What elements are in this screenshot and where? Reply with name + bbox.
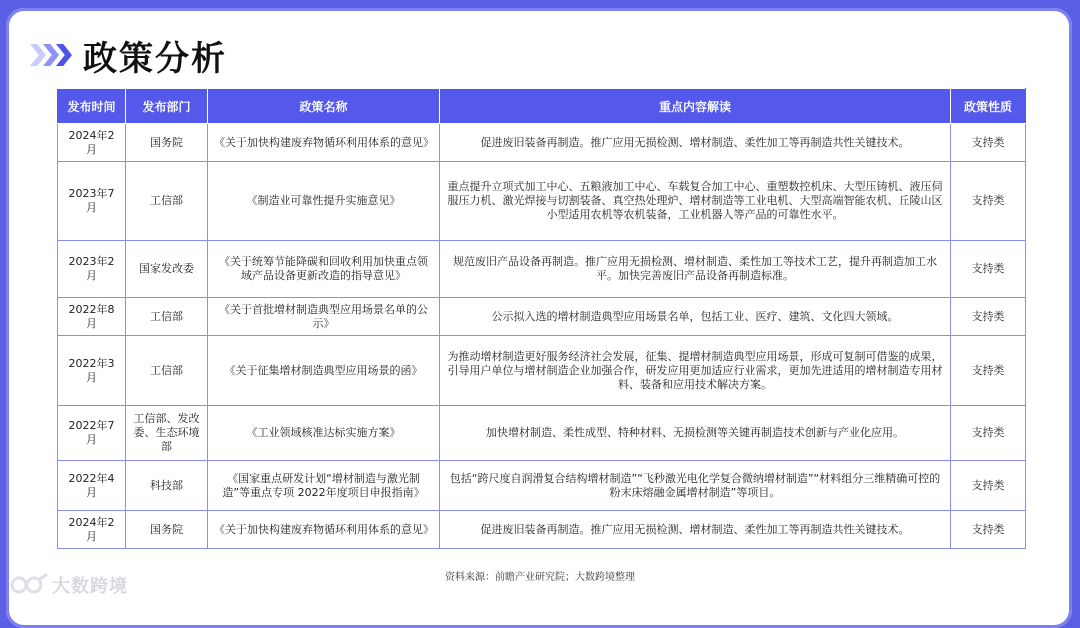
row-date: 2024年2月 xyxy=(58,124,126,162)
footer-logo-text: 大数跨境 xyxy=(52,576,128,597)
row-dept: 工信部 xyxy=(126,298,208,336)
table-row xyxy=(58,124,1026,162)
row-date: 2022年3月 xyxy=(58,336,126,406)
row-content: 规范废旧产品设备再制造。推广应用无损检测、增材制造、柔性加工等技术工艺，提升再制造加工水平。加快完善废旧产品设备再制造标准。 xyxy=(440,241,951,298)
row-nature: 支持类 xyxy=(951,406,1026,461)
row-nature: 支持类 xyxy=(951,336,1026,406)
table-row xyxy=(58,406,1026,461)
row-nature: 支持类 xyxy=(951,124,1026,162)
slide-header xyxy=(30,30,227,80)
row-nature: 支持类 xyxy=(951,162,1026,241)
row-dept: 工信部 xyxy=(126,336,208,406)
row-content: 包括“跨尺度自润滑复合结构增材制造”“飞秒激光电化学复合微纳增材制造”“材料组分三维精确可控的粉末床熔融金属增材制造”等项目。 xyxy=(440,461,951,511)
table-row xyxy=(58,241,1026,298)
table-row xyxy=(58,511,1026,549)
row-dept: 国务院 xyxy=(126,124,208,162)
footer-logo xyxy=(10,572,128,598)
header-key-content: 重点内容解读 xyxy=(440,89,951,124)
policy-table xyxy=(57,88,1026,549)
brand-logo-icon xyxy=(10,573,50,597)
row-content: 重点提升立项式加工中心、五粮液加工中心、车载复合加工中心、重塑数控机床、大型压铸机、液压伺服压力机、激光焊接与切割装备、真空热处理炉、增材制造等工业电机、大型高端智能农机、丘陵山区小型适用农机等农机装备，工业机器人等产品的可靠性水平。 xyxy=(440,162,951,241)
table-row xyxy=(58,298,1026,336)
row-nature: 支持类 xyxy=(951,241,1026,298)
row-policy-name: 《关于统筹节能降碳和回收利用加快重点领域产品设备更新改造的指导意见》 xyxy=(208,241,440,298)
table-row xyxy=(58,461,1026,511)
header-dept: 发布部门 xyxy=(126,89,208,124)
row-policy-name: 《工业领域核准达标实施方案》 xyxy=(208,406,440,461)
row-policy-name: 《国家重点研发计划“增材制造与激光制造”等重点专项 2022年度项目申报指南》 xyxy=(208,461,440,511)
row-date: 2022年4月 xyxy=(58,461,126,511)
row-policy-name: 《关于加快构建废弃物循环利用体系的意见》 xyxy=(208,511,440,549)
table-row xyxy=(58,162,1026,241)
row-date: 2023年7月 xyxy=(58,162,126,241)
row-date: 2022年8月 xyxy=(58,298,126,336)
header-policy-name: 政策名称 xyxy=(208,89,440,124)
row-dept: 工信部、发改委、生态环境部 xyxy=(126,406,208,461)
table-header-row xyxy=(58,89,1026,124)
row-content: 促进废旧装备再制造。推广应用无损检测、增材制造、柔性加工等再制造共性关键技术。 xyxy=(440,124,951,162)
row-policy-name: 《关于首批增材制造典型应用场景名单的公示》 xyxy=(208,298,440,336)
source-note: 资料来源：前瞻产业研究院；大数跨境整理 xyxy=(445,572,635,583)
row-date: 2023年2月 xyxy=(58,241,126,298)
row-content: 公示拟入选的增材制造典型应用场景名单，包括工业、医疗、建筑、文化四大领域。 xyxy=(440,298,951,336)
row-nature: 支持类 xyxy=(951,461,1026,511)
table-row xyxy=(58,336,1026,406)
header-date: 发布时间 xyxy=(58,89,126,124)
chevron-arrows-icon xyxy=(30,44,69,66)
row-nature: 支持类 xyxy=(951,298,1026,336)
row-content: 促进废旧装备再制造。推广应用无损检测、增材制造、柔性加工等再制造共性关键技术。 xyxy=(440,511,951,549)
row-policy-name: 《关于征集增材制造典型应用场景的函》 xyxy=(208,336,440,406)
page-title: 政策分析 xyxy=(83,38,227,79)
row-dept: 工信部 xyxy=(126,162,208,241)
row-content: 加快增材制造、柔性成型、特种材料、无损检测等关键再制造技术创新与产业化应用。 xyxy=(440,406,951,461)
row-date: 2022年7月 xyxy=(58,406,126,461)
row-nature: 支持类 xyxy=(951,511,1026,549)
row-policy-name: 《关于加快构建废弃物循环利用体系的意见》 xyxy=(208,124,440,162)
row-date: 2024年2月 xyxy=(58,511,126,549)
row-policy-name: 《制造业可靠性提升实施意见》 xyxy=(208,162,440,241)
row-content: 为推动增材制造更好服务经济社会发展，征集、提增材制造典型应用场景，形成可复制可借鉴的成果，引导用户单位与增材制造企业加强合作，研发应用更加适应行业需求，更加先进适用的增材制造专用材料、装备和应用技术解决方案。 xyxy=(440,336,951,406)
row-dept: 国务院 xyxy=(126,511,208,549)
header-nature: 政策性质 xyxy=(951,89,1026,124)
row-dept: 国家发改委 xyxy=(126,241,208,298)
row-dept: 科技部 xyxy=(126,461,208,511)
